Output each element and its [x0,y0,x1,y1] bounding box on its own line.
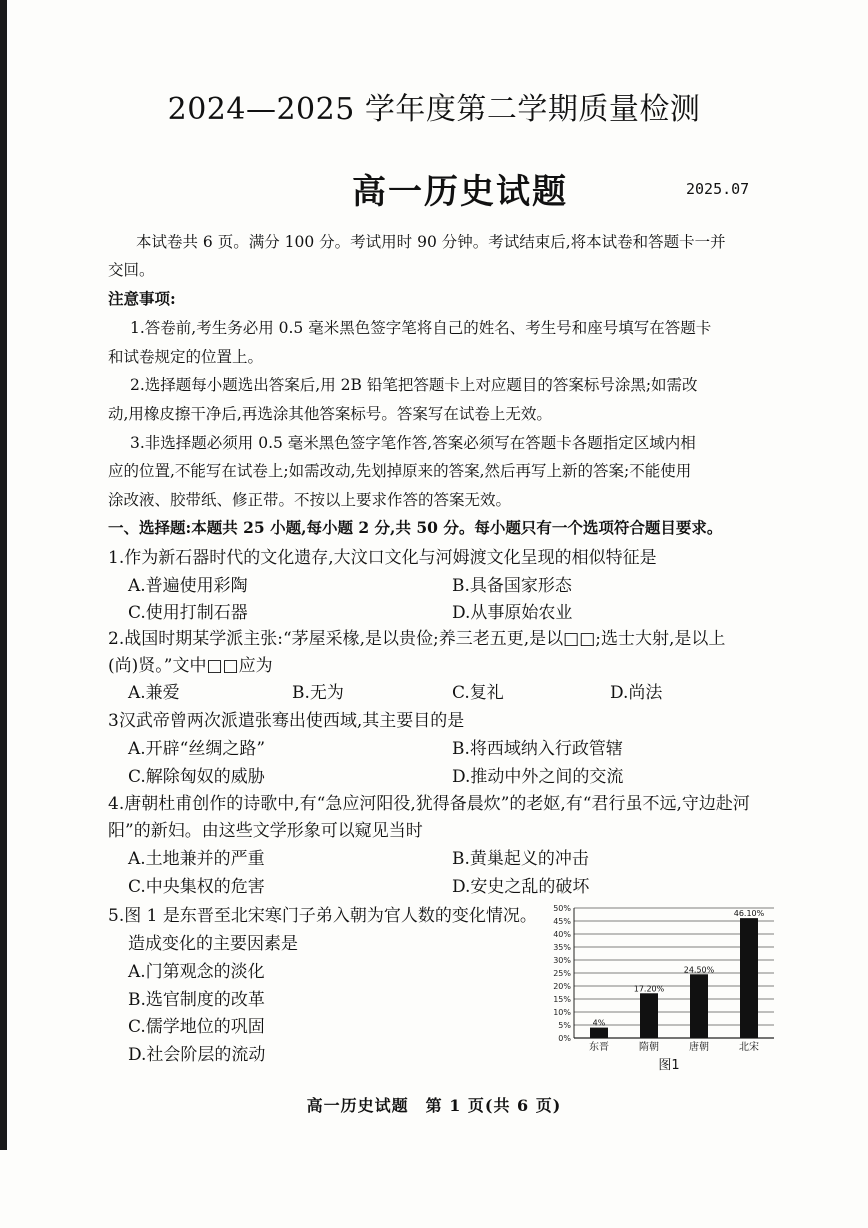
y-tick-label: 10% [553,1008,571,1017]
question-1-option-b: B.具备国家形态 [452,576,572,596]
bar-data-label: 17.20% [633,984,665,994]
notice-heading: 注意事项: [108,289,176,308]
intro-line-2: 交回。 [108,261,155,279]
bar-3 [690,974,708,1038]
y-tick-label: 5% [558,1021,571,1030]
x-tick-label: 隋朝 [639,1042,659,1053]
x-tick-label: 东晋 [589,1042,609,1053]
y-tick-label: 25% [553,969,571,978]
question-2-stem-line-1: 2.战国时期某学派主张:“茅屋采椽,是以贵俭;养三老五更,是以□□;选士大射,是以上 [108,629,726,649]
notice-item-3-line-2: 应的位置,不能写在试卷上;如需改动,先划掉原来的答案,然后再写上新的答案;不能使用 [108,462,692,480]
notice-item-1-line-2: 和试卷规定的位置上。 [108,348,264,366]
bar-4 [740,918,758,1038]
question-4-option-c: C.中央集权的危害 [128,877,265,897]
paper-title: 高一历史试题 [352,172,568,212]
question-5-option-b: B.选官制度的改革 [128,990,265,1010]
y-tick-label: 15% [553,995,571,1004]
section-1-heading: 一、选择题:本题共 25 小题,每小题 2 分,共 50 分。每小题只有一个选项符合题目要求。 [108,518,723,537]
question-1-option-a: A.普遍使用彩陶 [128,576,248,596]
exam-title: 2024—2025 学年度第二学期质量检测 [167,92,701,127]
question-1-option-d: D.从事原始农业 [452,603,573,623]
figure-1-caption: 图1 [658,1058,680,1073]
bar-1 [590,1028,608,1038]
question-3-option-a: A.开辟“丝绸之路” [128,739,266,759]
question-2-option-b: B.无为 [292,683,344,703]
question-2-option-d: D.尚法 [610,683,663,703]
y-tick-label: 30% [553,956,571,965]
y-tick-label: 50% [553,904,571,913]
question-5-option-a: A.门第观念的淡化 [128,962,265,982]
notice-item-2-line-1: 2.选择题每小题选出答案后,用 2B 铅笔把答题卡上对应题目的答案标号涂黑;如需改 [130,376,698,394]
bar-data-label: 24.50% [683,965,715,975]
question-3-option-b: B.将西域纳入行政管辖 [452,739,623,759]
question-5-stem-line-1: 5.图 1 是东晋至北宋寒门子弟入朝为官人数的变化情况。 [108,906,537,926]
y-tick-label: 35% [553,943,571,952]
paper-date: 2025.07 [686,180,750,198]
y-tick-label: 40% [553,930,571,939]
question-4-stem-line-2: 阳”的新妇。由这些文学形象可以窥见当时 [108,821,423,841]
intro-line-1: 本试卷共 6 页。满分 100 分。考试用时 90 分钟。考试结束后,将本试卷和答题卡一并 [136,233,726,251]
question-4-option-a: A.土地兼并的严重 [128,849,265,869]
y-tick-label: 20% [553,982,571,991]
notice-item-3-line-3: 涂改液、胶带纸、修正带。不按以上要求作答的答案无效。 [108,491,512,509]
bar-2 [640,993,658,1038]
bar-data-label: 46.10% [733,909,765,919]
question-3-stem: 3汉武帝曾两次派遣张骞出使西域,其主要目的是 [108,711,465,731]
x-tick-label: 北宋 [739,1042,759,1053]
notice-item-3-line-1: 3.非选择题必须用 0.5 毫米黑色签字笔作答,答案必须写在答题卡各题指定区域内相 [130,434,696,452]
question-3-option-c: C.解除匈奴的威胁 [128,767,265,787]
question-5-option-c: C.儒学地位的巩固 [128,1017,265,1037]
question-5-option-d: D.社会阶层的流动 [128,1045,266,1065]
question-2-option-a: A.兼爱 [128,683,180,703]
page-footer: 高一历史试题 第 1 页(共 6 页) [306,1096,562,1115]
scan-left-edge [0,0,7,1150]
y-tick-label: 0% [558,1034,571,1043]
question-1-stem: 1.作为新石器时代的文化遗存,大汶口文化与河姆渡文化呈现的相似特征是 [108,548,657,568]
question-4-option-d: D.安史之乱的破坏 [452,877,590,897]
x-tick-label: 唐朝 [689,1042,709,1053]
question-3-option-d: D.推动中外之间的交流 [452,767,624,787]
notice-item-2-line-2: 动,用橡皮擦干净后,再选涂其他答案标号。答案写在试卷上无效。 [108,405,552,423]
question-2-option-c: C.复礼 [452,683,504,703]
question-1-option-c: C.使用打制石器 [128,603,248,623]
notice-item-1-line-1: 1.答卷前,考生务必用 0.5 毫米黑色签字笔将自己的姓名、考生号和座号填写在答题卡 [130,319,712,337]
question-5-stem-line-2: 造成变化的主要因素是 [128,934,298,954]
question-4-option-b: B.黄巢起义的冲击 [452,849,589,869]
bar-data-label: 4% [592,1018,606,1028]
question-4-stem-line-1: 4.唐朝杜甫创作的诗歌中,有“急应河阳役,犹得备晨炊”的老妪,有“君行虽不远,守边赴河 [108,794,750,814]
figure-1-bar-chart [540,898,780,1078]
question-2-stem-line-2: (尚)贤。”文中□□应为 [108,656,273,676]
y-tick-label: 45% [553,917,571,926]
